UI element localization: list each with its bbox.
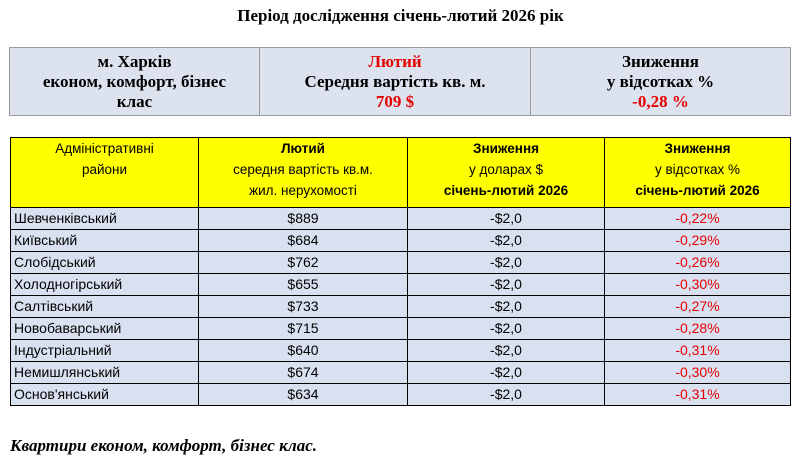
avg-price: $762 — [199, 252, 408, 274]
decline-usd: -$2,0 — [408, 362, 605, 384]
decline-pct: -0,30% — [605, 274, 791, 296]
decline-pct: -0,27% — [605, 296, 791, 318]
summary-avg-value: 709 $ — [375, 91, 415, 111]
footer-note: Квартири економ, комфорт, бізнес клас. — [10, 436, 318, 455]
avg-price: $674 — [199, 362, 408, 384]
summary-avg-label: Середня вартість кв. м. — [304, 71, 486, 91]
avg-price: $733 — [199, 296, 408, 318]
summary-month: Лютий — [368, 51, 422, 71]
district-name: Новобаварський — [11, 318, 199, 340]
decline-pct: -0,30% — [605, 362, 791, 384]
table-row — [11, 340, 791, 362]
table-row — [11, 208, 791, 230]
summary-average-cell — [260, 48, 531, 116]
avg-price: $684 — [199, 230, 408, 252]
table-row — [11, 296, 791, 318]
header-decline-usd: Зниження у доларах $ січень-лютий 2026 — [408, 138, 605, 208]
summary-classes-cont: клас — [116, 91, 153, 111]
table-row — [11, 230, 791, 252]
header-district: Адміністративні райони — [11, 138, 199, 208]
table-header-row — [11, 138, 791, 208]
decline-pct: -0,31% — [605, 384, 791, 406]
avg-price: $640 — [199, 340, 408, 362]
district-name: Основ'янський — [11, 384, 199, 406]
table-row — [11, 362, 791, 384]
decline-pct: -0,28% — [605, 318, 791, 340]
decline-usd: -$2,0 — [408, 252, 605, 274]
avg-price: $715 — [199, 318, 408, 340]
districts-table — [10, 137, 791, 406]
header-decline-pct: Зниження у відсотках % січень-лютий 2026 — [605, 138, 791, 208]
summary-decline-title: Зниження — [622, 51, 699, 71]
decline-pct: -0,22% — [605, 208, 791, 230]
district-name: Індустріальний — [11, 340, 199, 362]
decline-usd: -$2,0 — [408, 208, 605, 230]
decline-usd: -$2,0 — [408, 318, 605, 340]
header-avg-price: Лютий середня вартість кв.м. жил. нерухомості — [199, 138, 408, 208]
avg-price: $655 — [199, 274, 408, 296]
district-name: Київський — [11, 230, 199, 252]
district-name: Холодногірський — [11, 274, 199, 296]
district-name: Немишлянський — [11, 362, 199, 384]
summary-city: м. Харків — [97, 51, 172, 71]
decline-usd: -$2,0 — [408, 340, 605, 362]
avg-price: $634 — [199, 384, 408, 406]
table-row — [11, 384, 791, 406]
summary-decline-cell — [531, 48, 791, 116]
decline-pct: -0,31% — [605, 340, 791, 362]
summary-table — [9, 47, 791, 116]
decline-usd: -$2,0 — [408, 296, 605, 318]
summary-decline-unit: у відсотках % — [606, 71, 715, 91]
decline-usd: -$2,0 — [408, 384, 605, 406]
decline-pct: -0,26% — [605, 252, 791, 274]
page-title: Період дослідження січень-лютий 2026 рік — [237, 6, 564, 25]
summary-city-cell — [10, 48, 260, 116]
summary-decline-value: -0,28 % — [632, 91, 689, 111]
table-row — [11, 274, 791, 296]
avg-price: $889 — [199, 208, 408, 230]
decline-pct: -0,29% — [605, 230, 791, 252]
district-name: Салтівський — [11, 296, 199, 318]
district-name: Слобідський — [11, 252, 199, 274]
decline-usd: -$2,0 — [408, 230, 605, 252]
decline-usd: -$2,0 — [408, 274, 605, 296]
summary-classes: економ, комфорт, бізнес — [42, 71, 227, 91]
table-row — [11, 252, 791, 274]
district-name: Шевченківський — [11, 208, 199, 230]
table-row — [11, 318, 791, 340]
